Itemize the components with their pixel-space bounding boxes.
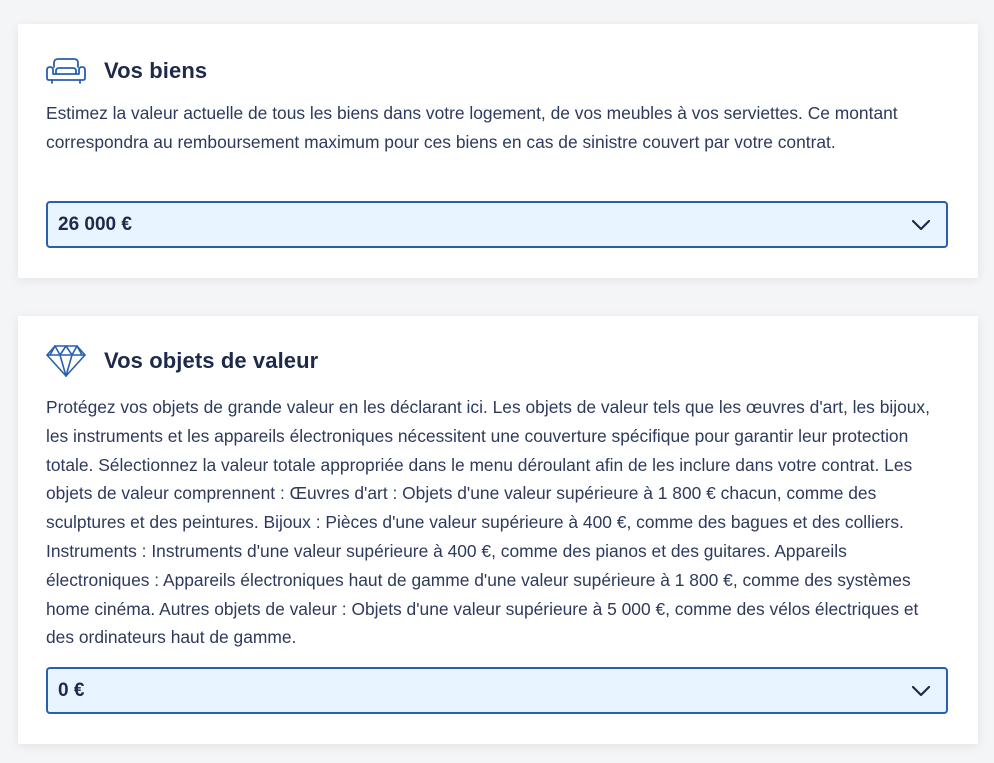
valuables-value-select[interactable] <box>46 667 948 714</box>
belongings-value-select[interactable] <box>46 201 948 248</box>
diamond-icon <box>46 344 86 378</box>
valuables-card <box>18 316 978 744</box>
valuables-description: Protégez vos objets de grande valeur en les déclarant ici. Les objets de valeur tels que les œuvres d'art, les bijoux, les instruments et les appareils électroniques nécessitent une couverture spécifique pour garantir leur protection totale. Sélectionnez la valeur totale appropriée dans le menu déroulant afin de les inclure dans votre contrat. Les objets de valeur comprennent : Œuvres d'art : Objets d'une valeur supérieure à 1 800 € chacun, comme des sculptures et des peintures. Bijoux : Pièces d'une valeur supérieure à 400 €, comme des bagues et des colliers. Instruments : Instruments d'une valeur supérieure à 400 €, comme des pianos et des guitares. Appareils électroniques : Appareils électroniques haut de gamme d'une valeur supérieure à 1 800 €, comme des systèmes home cinéma. Autres objets de valeur : Objets d'une valeur supérieure à 5 000 €, comme des vélos électriques et des ordinateurs haut de gamme. <box>46 397 930 648</box>
sofa-icon <box>46 54 86 88</box>
belongings-description: Estimez la valeur actuelle de tous les biens dans votre logement, de vos meubles à vos serviettes. Ce montant correspondra au remboursement maximum pour ces biens en cas de sinistre couvert par votre contrat. <box>46 103 898 152</box>
belongings-selected-value: 26 000 € <box>58 213 132 235</box>
valuables-selected-value: 0 € <box>58 679 85 701</box>
chevron-down-icon <box>910 684 932 698</box>
belongings-header <box>46 54 207 88</box>
chevron-down-icon <box>910 218 932 232</box>
belongings-card <box>18 24 978 278</box>
valuables-header <box>46 344 318 378</box>
valuables-title: Vos objets de valeur <box>104 348 319 373</box>
belongings-title: Vos biens <box>104 58 208 83</box>
